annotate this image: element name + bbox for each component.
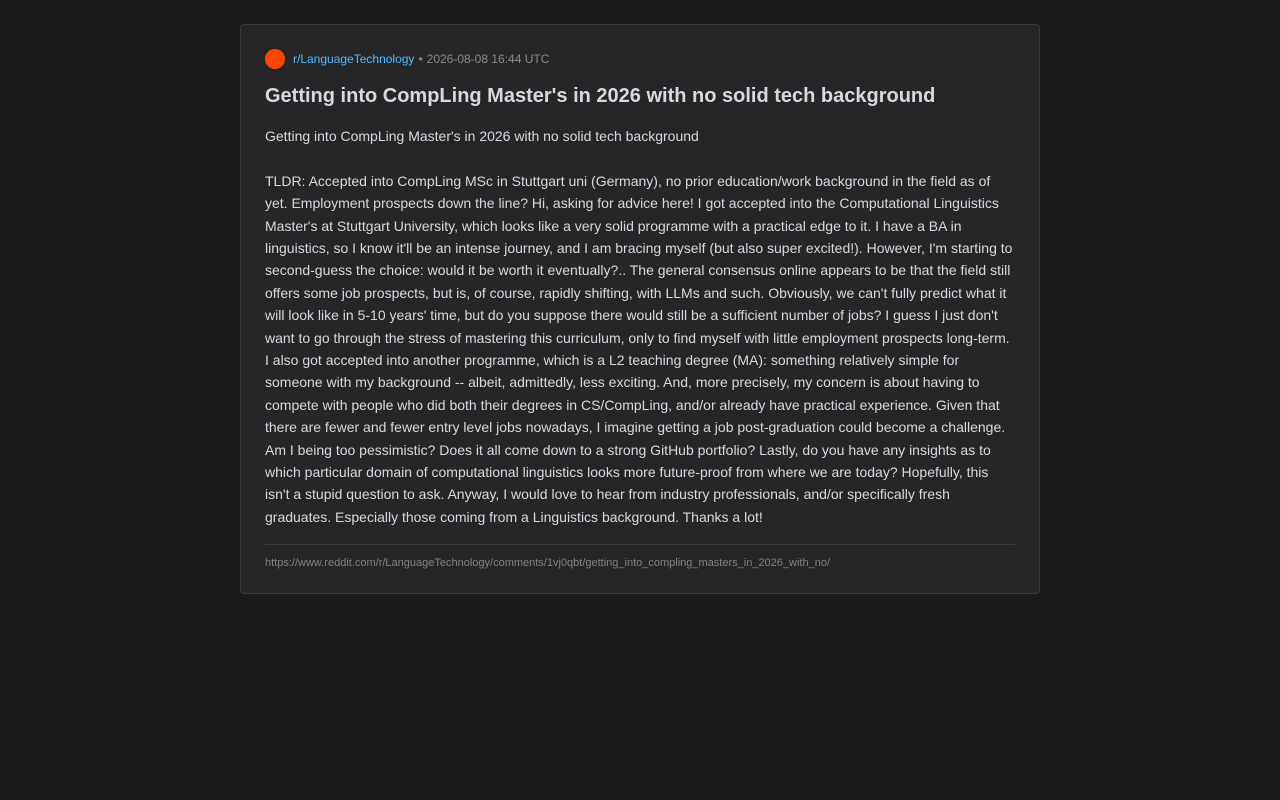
- post-body: [265, 125, 1015, 528]
- post-title: Getting into CompLing Master's in 2026 with no solid tech background: [265, 85, 936, 107]
- meta-separator: •: [418, 52, 423, 66]
- post-timestamp: 2026-08-08 16:44 UTC: [426, 52, 550, 66]
- subreddit-link[interactable]: r/LanguageTechnology: [293, 52, 415, 66]
- post-card: [240, 24, 1040, 594]
- post-meta: [265, 49, 1015, 69]
- post-url: https://www.reddit.com/r/LanguageTechnology/comments/1vj0qbt/getting_into_compling_masters_in_2026_with_no/: [265, 557, 831, 570]
- post-body-paragraph: TLDR: Accepted into CompLing MSc in Stuttgart uni (Germany), no prior education/work background in the field as of yet. Employment prospects down the line? Hi, asking for advice here! I got accepted into the Computational Linguistics Master's at Stuttgart University, which looks like a very solid programme with a practical edge to it. I have a BA in linguistics, so I know it'll be an intense journey, and I am bracing myself (but also super excited!). However, I'm starting to second-guess the choice: would it be worth it eventually?.. The general consensus online appears to be that the field still offers some job prospects, but is, of course, rapidly shifting, with LLMs and such. Obviously, we can't fully predict what it will look like in 5-10 years' time, but do you suppose there would still be a sufficient number of jobs? I guess I just don't want to go through the stress of mastering this curriculum, only to find myself with little employment prospects long-term. I also got accepted into another programme, which is a L2 teaching degree (MA): something relatively simple for someone with my background -- albeit, admittedly, less exciting. And, more precisely, my concern is about having to compete with people who did both their degrees in CS/CompLing, and/or already have practical experience. Given that there are fewer and fewer entry level jobs nowadays, I imagine getting a job post-graduation could become a challenge. Am I being too pessimistic? Does it all come down to a strong GitHub portfolio? Lastly, do you have any insights as to which particular domain of computational linguistics looks more future-proof from where we are today? Hopefully, this isn't a stupid question to ask. Anyway, I would love to hear from industry professionals, and/or specifically fresh graduates. Especially those coming from a Linguistics background. Thanks a lot!: [265, 172, 1013, 525]
- subreddit-avatar-icon[interactable]: [265, 49, 285, 69]
- post-body-paragraph: Getting into CompLing Master's in 2026 with no solid tech background: [265, 128, 699, 144]
- divider: [265, 544, 1015, 545]
